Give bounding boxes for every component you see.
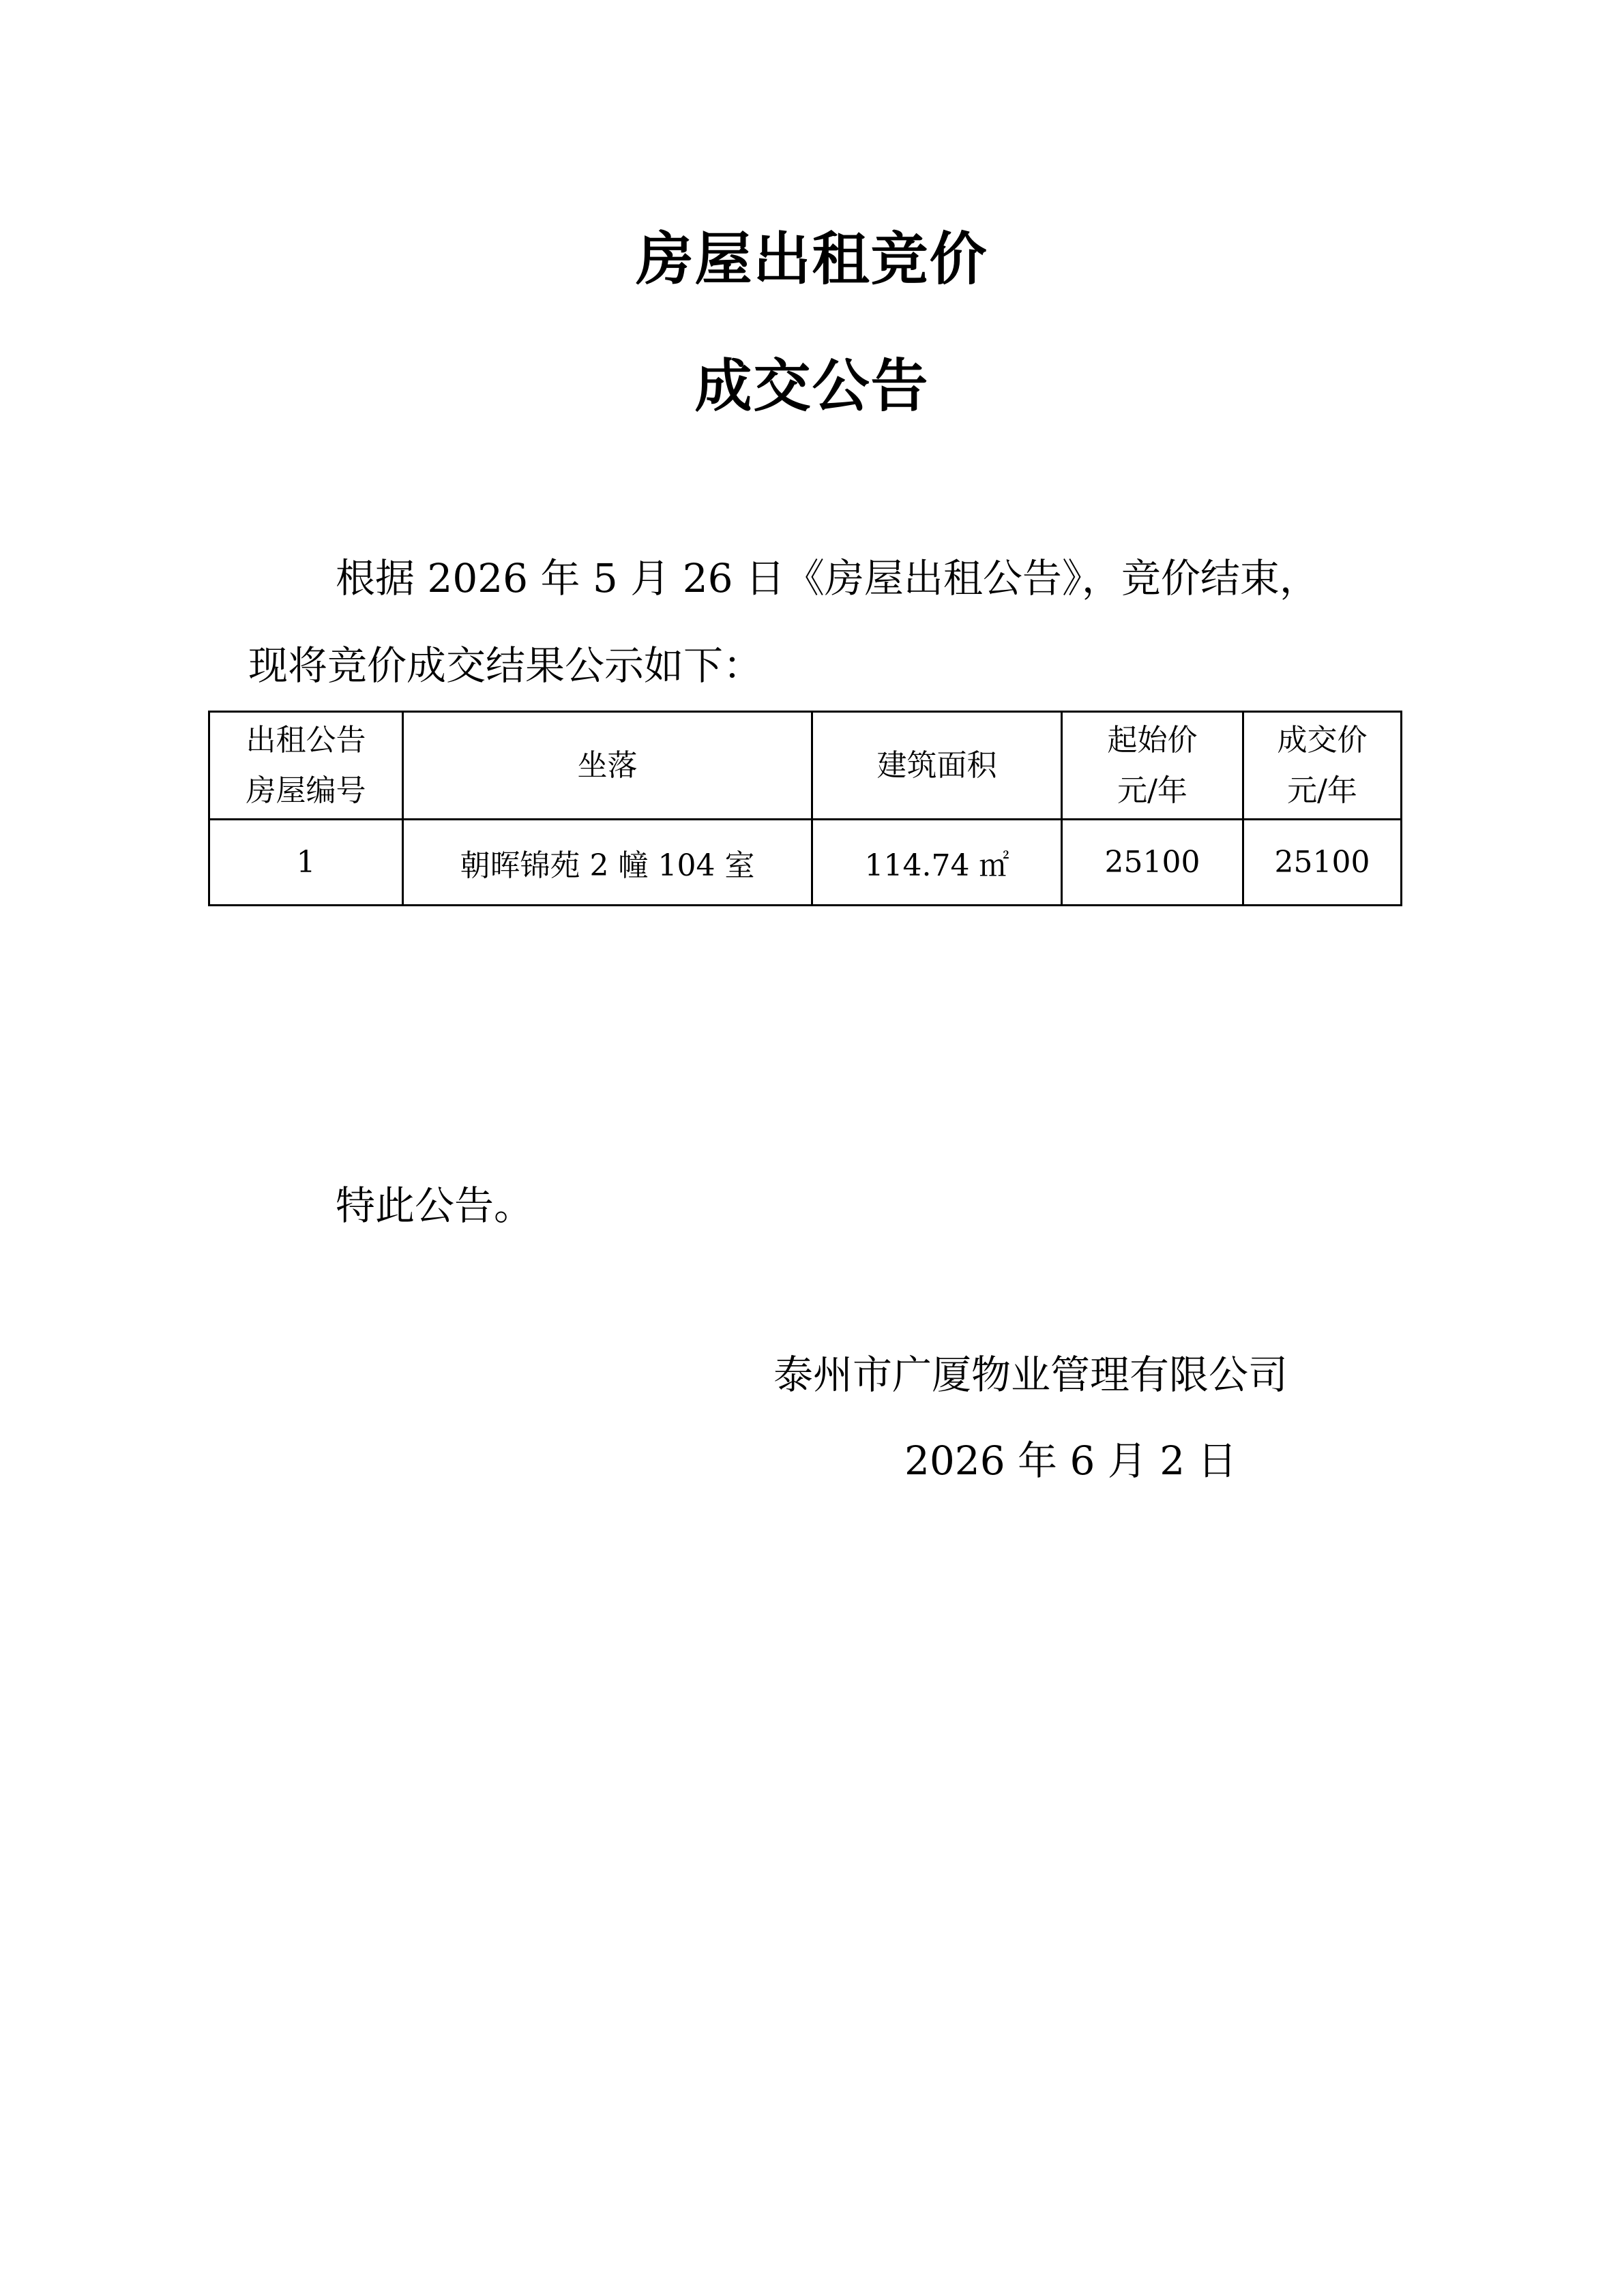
- table-header-row: [209, 712, 1402, 820]
- cell-final-price: 25100: [1243, 820, 1402, 906]
- results-table: [208, 711, 1402, 906]
- intro-paragraph-line-1: 根据 2026 年 5 月 26 日《房屋出租公告》，竞价结束，: [336, 555, 1319, 601]
- document-subtitle: 成交公告: [694, 353, 930, 419]
- closing-statement: 特此公告。: [336, 1182, 534, 1229]
- cell-floor-area: 114.74 ㎡: [812, 820, 1062, 906]
- header-text: 起始价: [1107, 722, 1198, 758]
- issue-date: 2026 年 6 月 2 日: [904, 1437, 1237, 1484]
- header-text: 元/年: [1117, 773, 1187, 808]
- header-floor-area: [812, 712, 1062, 820]
- header-text: 出租公告: [246, 722, 366, 758]
- header-final-price: [1243, 712, 1402, 820]
- table-row: [209, 820, 1402, 906]
- header-text: 成交价: [1277, 722, 1368, 758]
- cell-listing-number: 1: [209, 820, 403, 906]
- header-listing-number: [209, 712, 403, 820]
- header-text: 房屋编号: [246, 773, 366, 808]
- cell-starting-price: 25100: [1062, 820, 1243, 906]
- intro-paragraph-line-2: 现将竞价成交结果公示如下：: [248, 642, 763, 689]
- header-text: 坐落: [577, 747, 638, 783]
- document-title: 房屋出租竞价: [636, 226, 988, 293]
- header-text: 建筑面积: [876, 747, 997, 783]
- header-text: 元/年: [1287, 773, 1357, 808]
- issuer-name: 泰州市广厦物业管理有限公司: [773, 1352, 1288, 1398]
- header-location: [403, 712, 812, 820]
- cell-location: 朝晖锦苑 2 幢 104 室: [403, 820, 812, 906]
- header-starting-price: [1062, 712, 1243, 820]
